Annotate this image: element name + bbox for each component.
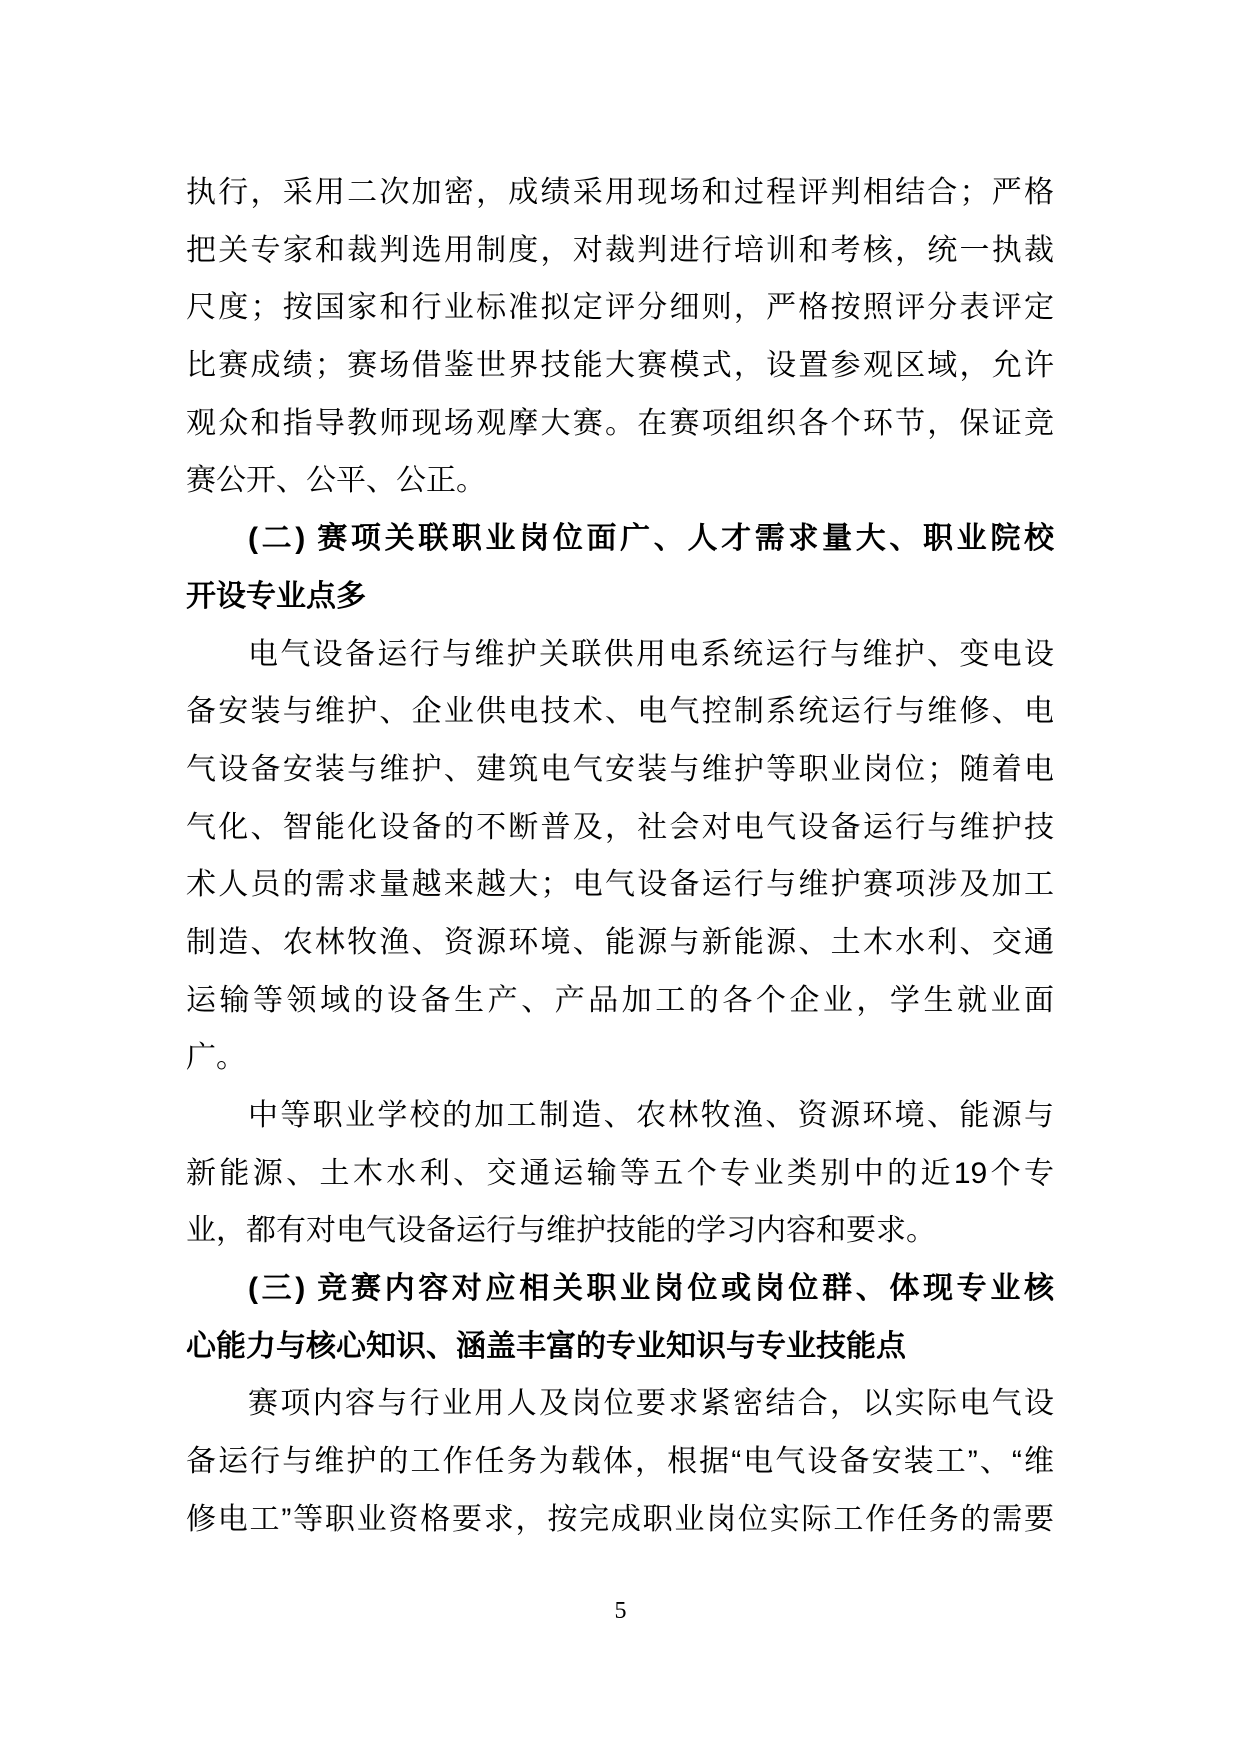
body-line: 比赛成绩；赛场借鉴世界技能大赛模式，设置参观区域，允许	[186, 349, 1054, 383]
body-line: 气设备安装与维护、建筑电气安装与维护等职业岗位；随着电	[186, 752, 1054, 786]
page-number: 5	[614, 1598, 627, 1624]
body-line: 广。	[186, 1041, 246, 1075]
text-body	[186, 164, 1054, 1549]
body-line: 执行，采用二次加密，成绩采用现场和过程评判相结合；严格	[186, 176, 1054, 209]
body-line: 中等职业学校的加工制造、农林牧渔、资源环境、能源与	[248, 1099, 1054, 1132]
body-line: 制造、农林牧渔、资源环境、能源与新能源、土木水利、交通	[186, 925, 1054, 959]
heading-line: (三) 竞赛内容对应相关职业岗位或岗位群、体现专业核	[248, 1272, 1054, 1306]
body-line: 观众和指导教师现场观摩大赛。在赛项组织各个环节，保证竞	[186, 406, 1054, 440]
body-line: 把关专家和裁判选用制度，对裁判进行培训和考核，统一执裁	[186, 233, 1054, 267]
body-line: 备安装与维护、企业供电技术、电气控制系统运行与维修、电	[186, 695, 1054, 729]
heading-line: 心能力与核心知识、涵盖丰富的专业知识与专业技能点	[186, 1329, 906, 1363]
body-line: 术人员的需求量越来越大；电气设备运行与维护赛项涉及加工	[186, 868, 1054, 902]
body-line: 运输等领域的设备生产、产品加工的各个企业，学生就业面	[186, 983, 1054, 1017]
body-line: 修电工”等职业资格要求，按完成职业岗位实际工作任务的需要	[186, 1502, 1054, 1536]
body-line: 业，都有对电气设备运行与维护技能的学习内容和要求。	[186, 1214, 936, 1248]
heading-line: 开设专业点多	[186, 579, 366, 613]
body-line: 气化、智能化设备的不断普及，社会对电气设备运行与维护技	[186, 810, 1054, 844]
body-line: 新能源、土木水利、交通运输等五个专业类别中的近19个专	[186, 1156, 1054, 1190]
body-line: 赛公开、公平、公正。	[186, 464, 486, 498]
heading-line: (二) 赛项关联职业岗位面广、人才需求量大、职业院校	[248, 522, 1054, 556]
body-line: 电气设备运行与维护关联供用电系统运行与维护、变电设	[248, 637, 1054, 671]
body-line: 赛项内容与行业用人及岗位要求紧密结合，以实际电气设	[248, 1387, 1054, 1421]
body-line: 备运行与维护的工作任务为载体，根据“电气设备安装工”、“维	[186, 1445, 1054, 1479]
body-line: 尺度；按国家和行业标准拟定评分细则，严格按照评分表评定	[186, 291, 1054, 325]
